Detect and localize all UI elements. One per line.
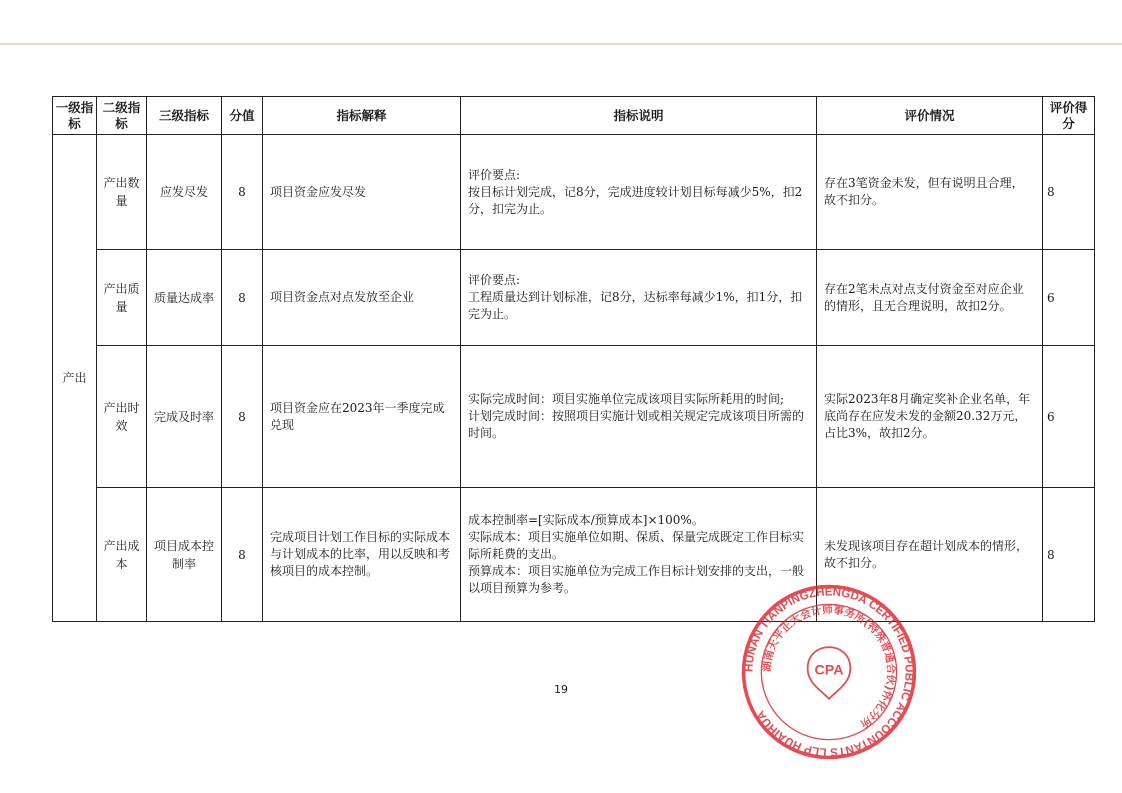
level1-cell: 产出 <box>53 135 97 622</box>
header-description: 指标说明 <box>461 97 817 135</box>
description-cell <box>461 346 817 488</box>
level3-cell: 项目成本控制率 <box>147 488 222 622</box>
score-cell: 6 <box>1043 250 1095 346</box>
value-cell: 8 <box>222 346 263 488</box>
score-cell: 6 <box>1043 346 1095 488</box>
description-line: 评价要点: <box>468 167 521 182</box>
level2-cell: 产出质量 <box>97 250 147 346</box>
header-explain: 指标解释 <box>263 97 461 135</box>
description-line: 工程质量达到计划标准，记8分，达标率每减少1%，扣1分，扣完为止。 <box>468 290 803 321</box>
description-line: 预算成本：项目实施单位为完成工作目标计划安排的支出，一般以项目预算为参考。 <box>468 564 805 595</box>
description-line: 按目标计划完成，记8分，完成进度较计划目标每减少5%，扣2分，扣完为止。 <box>468 184 803 216</box>
svg-text:CPA: CPA <box>814 662 844 679</box>
company-seal-stamp <box>740 583 918 761</box>
evaluation-cell: 实际2023年8月确定奖补企业名单，年底尚存在应发未发的金额20.32万元，占比3%，故扣2分。 <box>817 346 1043 488</box>
level2-cell: 产出成本 <box>97 488 147 622</box>
page-number: 19 <box>554 683 568 696</box>
description-line: 计划完成时间：按照项目实施计划或相关规定完成该项目所需的时间。 <box>468 409 805 440</box>
level3-cell: 质量达成率 <box>147 250 222 346</box>
evaluation-cell: 未发现该项目存在超计划成本的情形，故不扣分。 <box>817 488 1043 622</box>
level2-cell: 产出时效 <box>97 346 147 488</box>
level3-cell: 完成及时率 <box>147 346 222 488</box>
explain-cell: 项目资金点对点发放至企业 <box>263 250 461 346</box>
explain-cell: 项目资金应在2023年一季度完成兑现 <box>263 346 461 488</box>
evaluation-cell: 存在2笔未点对点支付资金至对应企业的情形，且无合理说明，故扣2分。 <box>817 250 1043 346</box>
stamp-ring-text-cn: 湖南天平正大会计师事务所(特殊普通合伙)怀化分所 <box>760 603 898 731</box>
level3-cell: 应发尽发 <box>147 135 222 250</box>
value-cell: 8 <box>222 135 263 250</box>
table-row <box>53 488 1095 622</box>
score-cell: 8 <box>1043 488 1095 622</box>
evaluation-cell: 存在3笔资金未发，但有说明且合理，故不扣分。 <box>817 135 1043 250</box>
description-line: 成本控制率=[实际成本/预算成本]×100%。 <box>468 513 704 527</box>
stamp-ring-text-en: HUNAN TIANPINGZHENGDA CERTIFIED PUBLIC ACCOUNTANTS LLP HUAIHUA <box>743 586 915 758</box>
cpa-emblem-icon <box>808 647 851 699</box>
header-level3: 三级指标 <box>147 97 222 135</box>
table-header-row <box>53 97 1095 135</box>
description-line: 评价要点: <box>468 273 521 287</box>
header-evaluation: 评价情况 <box>817 97 1043 135</box>
level2-cell: 产出数量 <box>97 135 147 250</box>
explain-cell: 项目资金应发尽发 <box>263 135 461 250</box>
table-row <box>53 346 1095 488</box>
table-row <box>53 250 1095 346</box>
score-cell: 8 <box>1043 135 1095 250</box>
description-line: 实际成本：项目实施单位如期、保质、保量完成既定工作目标实际所耗费的支出。 <box>468 530 805 561</box>
description-cell <box>461 250 817 346</box>
page-top-line <box>0 43 1122 45</box>
table-row <box>53 135 1095 250</box>
explain-cell: 完成项目计划工作目标的实际成本与计划成本的比率，用以反映和考核项目的成本控制。 <box>263 488 461 622</box>
header-score: 评价得分 <box>1043 97 1095 135</box>
description-line: 实际完成时间：项目实施单位完成该项目实际所耗用的时间; <box>468 392 785 406</box>
description-cell <box>461 135 817 250</box>
evaluation-table <box>52 96 1095 622</box>
header-value: 分值 <box>222 97 263 135</box>
header-level2: 二级指标 <box>97 97 147 135</box>
value-cell: 8 <box>222 250 263 346</box>
value-cell: 8 <box>222 488 263 622</box>
header-level1: 一级指标 <box>53 97 97 135</box>
